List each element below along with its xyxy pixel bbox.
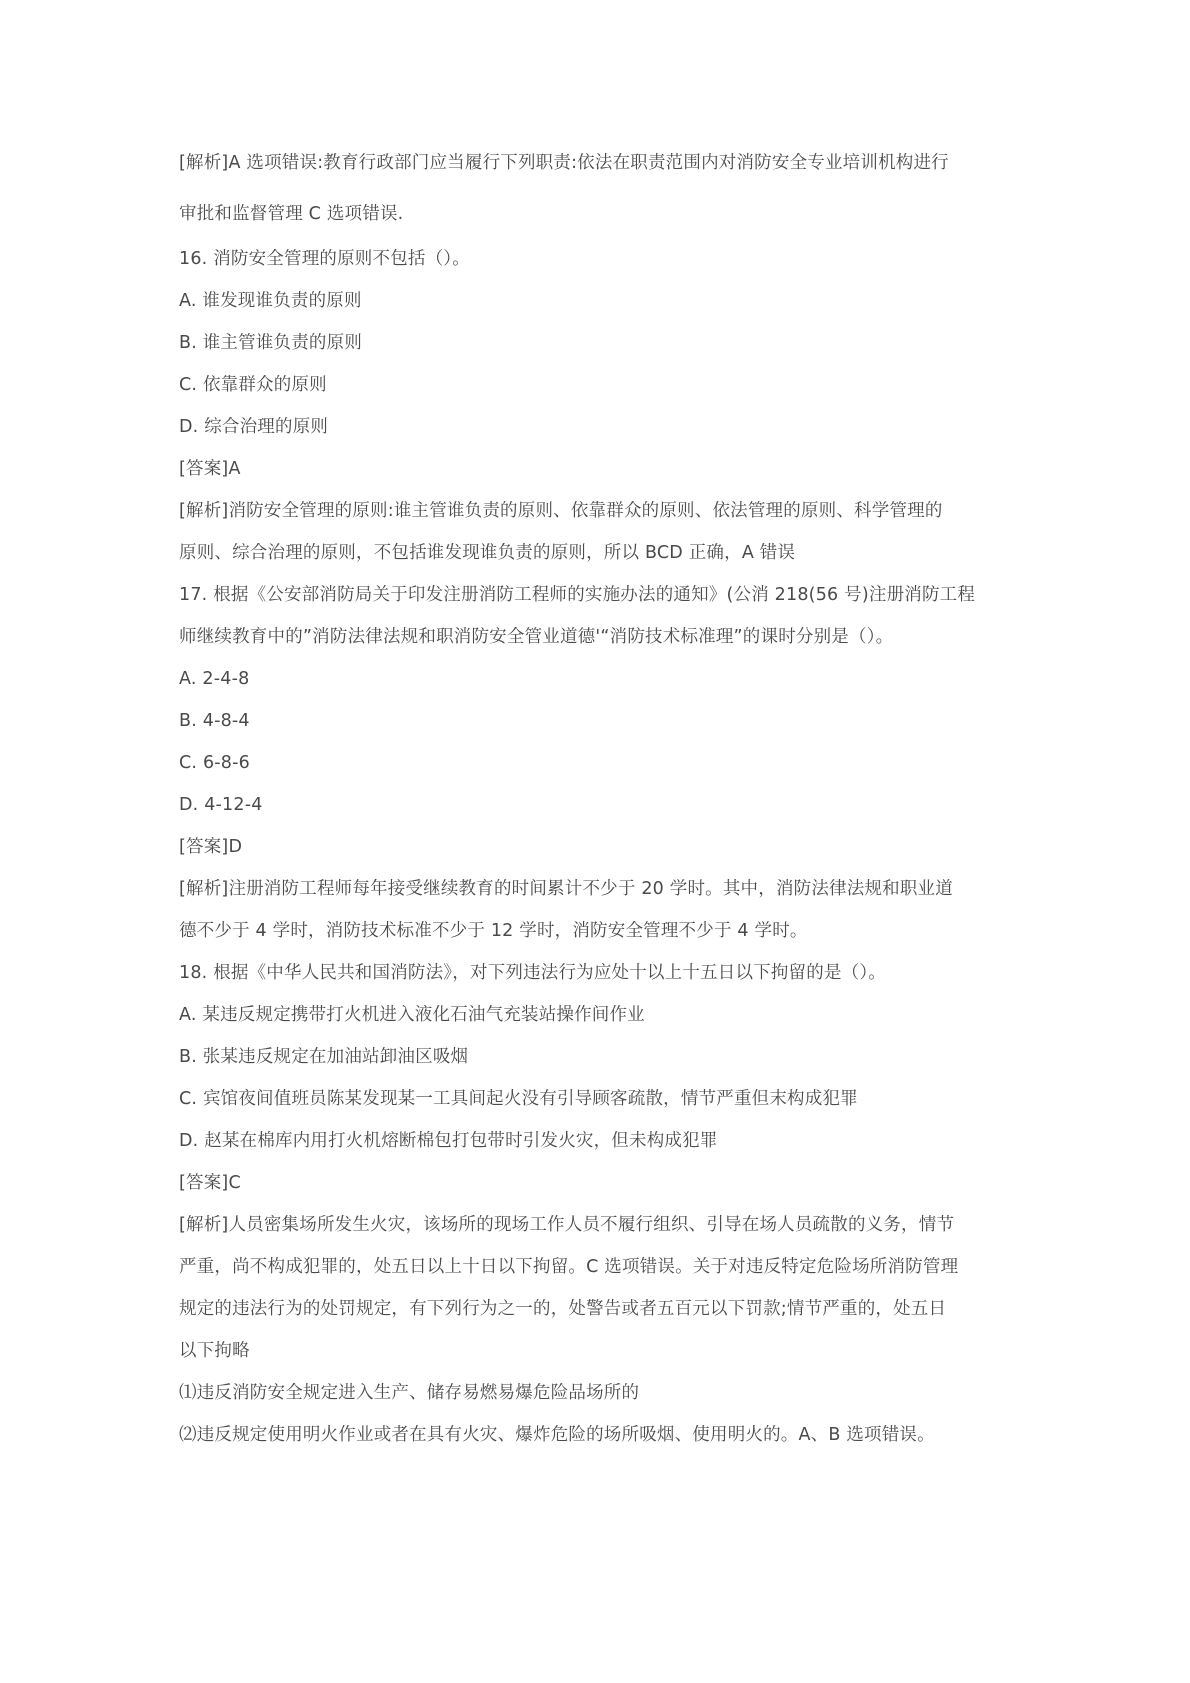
text-line: D. 赵某在棉库内用打火机熔断棉包打包带时引发火灾，但未构成犯罪 (179, 1131, 718, 1151)
text-line: 严重，尚不构成犯罪的，处五日以上十日以下拘留。C 选项错误。关于对违反特定危险场所消防管理 (179, 1257, 959, 1277)
text-line: D. 综合治理的原则 (179, 417, 329, 437)
text-line: 规定的违法行为的处罚规定，有下列行为之一的，处警告或者五百元以下罚款;情节严重的，处五日 (179, 1299, 947, 1319)
text-line: [解析]消防安全管理的原则:谁主管谁负责的原则、依靠群众的原则、依法管理的原则、科学管理的 (179, 501, 943, 521)
text-line: D. 4-12-4 (179, 795, 263, 815)
text-line: A. 某违反规定携带打火机进入液化石油气充装站操作间作业 (179, 1005, 645, 1025)
text-line: B. 4-8-4 (179, 711, 250, 731)
text-line: 原则、综合治理的原则，不包括谁发现谁负责的原则，所以 BCD 正确，A 错误 (179, 543, 796, 563)
text-line: ⑵违反规定使用明火作业或者在具有火灾、爆炸危险的场所吸烟、使用明火的。A、B 选项错误。 (179, 1425, 935, 1445)
text-line: [答案]A (179, 459, 241, 479)
text-line: B. 谁主管谁负责的原则 (179, 333, 363, 353)
text-line: ⑴违反消防安全规定进入生产、储存易燃易爆危险品场所的 (179, 1383, 640, 1403)
text-line: 审批和监督管理 C 选项错误. (179, 204, 404, 224)
text-line: [答案]D (179, 837, 243, 857)
text-line: C. 6-8-6 (179, 753, 250, 773)
text-line: 17. 根据《公安部消防局关于印发注册消防工程师的实施办法的通知》(公消 218(56 号)注册消防工程 (179, 585, 976, 605)
text-line: 师继续教育中的”消防法律法规和职消防安全管业道德'“消防技术标准理”的课时分别是（）。 (179, 627, 894, 647)
text-line: [解析]注册消防工程师每年接受继续教育的时间累计不少于 20 学时。其中，消防法律法规和职业道 (179, 879, 953, 899)
text-line: [解析]人员密集场所发生火灾，该场所的现场工作人员不履行组织、引导在场人员疏散的义务，情节 (179, 1215, 955, 1235)
text-line: C. 宾馆夜间值班员陈某发现某一工具间起火没有引导顾客疏散，情节严重但末构成犯罪 (179, 1089, 858, 1109)
text-line: C. 依靠群众的原则 (179, 375, 327, 395)
text-line: B. 张某违反规定在加油站卸油区吸烟 (179, 1047, 469, 1067)
text-line: 18. 根据《中华人民共和国消防法》，对下列违法行为应处十以上十五日以下拘留的是（）。 (179, 963, 886, 983)
text-line: A. 2-4-8 (179, 669, 250, 689)
text-line: [解析]A 选项错误:教育行政部门应当履行下列职责:依法在职责范围内对消防安全专业培训机构进行 (179, 153, 949, 173)
text-line: 以下拘略 (179, 1341, 250, 1361)
text-line: A. 谁发现谁负责的原则 (179, 291, 362, 311)
text-line: [答案]C (179, 1173, 241, 1193)
text-line: 16. 消防安全管理的原则不包括（）。 (179, 249, 470, 269)
text-line: 德不少于 4 学时，消防技术标准不少于 12 学时，消防安全管理不少于 4 学时。 (179, 921, 808, 941)
